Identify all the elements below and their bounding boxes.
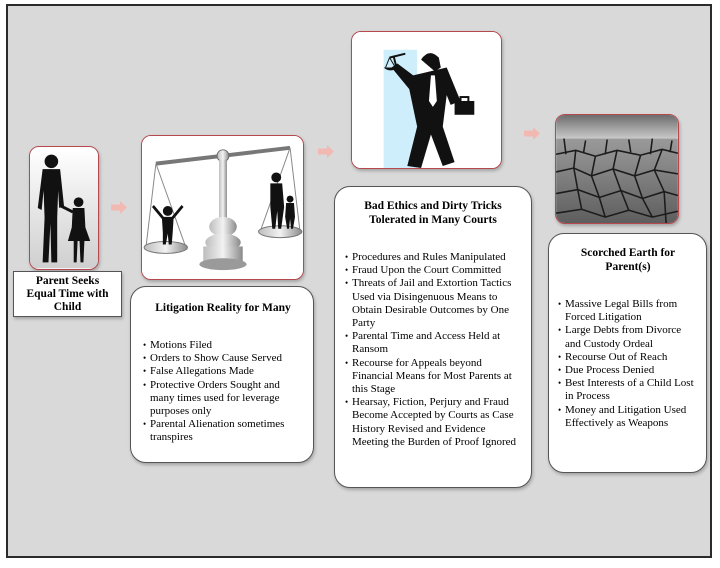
list-item: • Recourse Out of Reach bbox=[558, 351, 698, 364]
litigation-title: Litigation Reality for Many bbox=[155, 302, 291, 314]
cracked-earth-image bbox=[555, 114, 679, 224]
litigation-box bbox=[130, 286, 314, 463]
scorched-earth-box bbox=[548, 233, 707, 473]
bad-ethics-box bbox=[334, 186, 532, 488]
list-item: • Money and Litigation Used Effectively as Weapons bbox=[558, 404, 698, 430]
flow-arrow-2 bbox=[318, 145, 334, 158]
lawyer-image bbox=[351, 31, 502, 169]
scales-of-justice-icon bbox=[142, 136, 303, 279]
bad-ethics-list bbox=[345, 251, 521, 449]
list-item: • Recourse for Appeals beyond Financial Means for Most Parents at this Stage bbox=[345, 357, 521, 397]
list-item: • Protective Orders Sought and many times used for leverage purposes only bbox=[143, 379, 303, 419]
list-item: • Parental Alienation sometimes transpires bbox=[143, 418, 303, 444]
list-item: • Parental Time and Access Held at Ransom bbox=[345, 330, 521, 356]
scales-image bbox=[141, 135, 304, 280]
scorched-earth-list bbox=[558, 298, 698, 430]
list-item: • Large Debts from Divorce and Custody Ordeal bbox=[558, 324, 698, 350]
bad-ethics-title: Bad Ethics and Dirty Tricks Tolerated in Many Courts bbox=[364, 200, 502, 226]
flow-arrow-3 bbox=[524, 127, 540, 140]
list-item: • Orders to Show Cause Served bbox=[143, 352, 303, 365]
litigation-list bbox=[143, 339, 303, 445]
list-item: • Hearsay, Fiction, Perjury and Fraud Become Accepted by Courts as Case History Revised and Evidence Meeting the Burden of Proof Ignored bbox=[345, 396, 521, 449]
list-item: • False Allegations Made bbox=[143, 365, 303, 378]
scorched-earth-title: Scorched Earth for Parent(s) bbox=[580, 247, 676, 273]
flow-arrow-1 bbox=[111, 201, 127, 214]
list-item: • Best Interests of a Child Lost in Process bbox=[558, 377, 698, 403]
cracked-earth-icon bbox=[556, 115, 678, 223]
lawyer-holding-scales-icon bbox=[352, 32, 501, 168]
list-item: • Motions Filed bbox=[143, 339, 303, 352]
list-item: • Due Process Denied bbox=[558, 364, 698, 377]
step1-title: Parent Seeks Equal Time with Child bbox=[13, 271, 122, 317]
list-item: • Fraud Upon the Court Committed bbox=[345, 264, 521, 277]
list-item: • Massive Legal Bills from Forced Litigation bbox=[558, 298, 698, 324]
list-item: • Threats of Jail and Extortion Tactics Used via Disingenuous Means to Obtain Desirable Outcomes by One Party bbox=[345, 277, 521, 330]
parent-child-silhouette-icon bbox=[30, 147, 98, 269]
list-item: • Procedures and Rules Manipulated bbox=[345, 251, 521, 264]
parent-child-image bbox=[29, 146, 99, 270]
